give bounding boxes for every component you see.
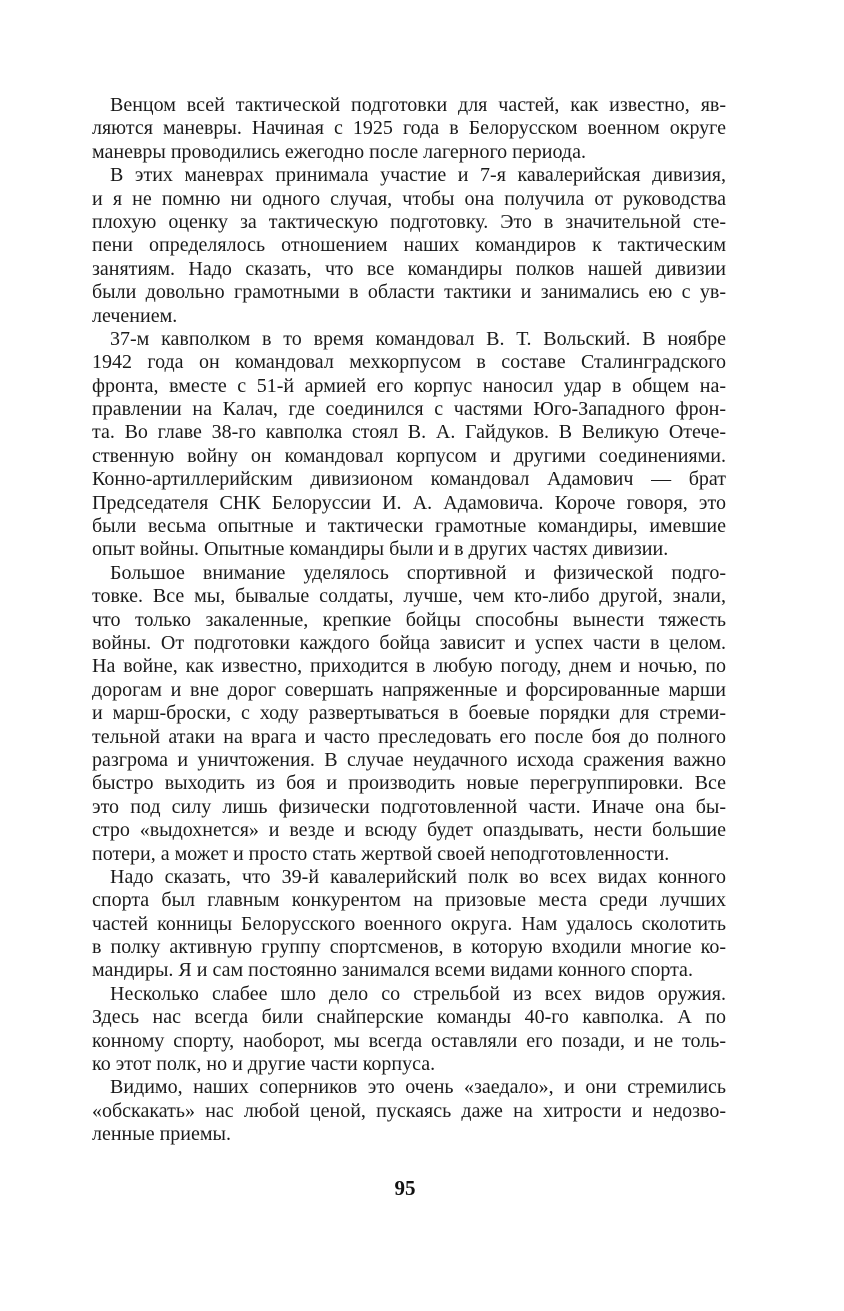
text-line-content: что только закаленные, крепкие бойцы способны вынести тяжесть [92, 608, 726, 631]
text-line [92, 959, 726, 982]
text-line-content: потери, а может и просто стать жертвой своей неподготовленности. [92, 842, 670, 865]
body-text [92, 94, 726, 1147]
text-line [92, 843, 726, 866]
text-line [92, 1053, 726, 1076]
text-line-content: Большое внимание уделялось спортивной и физической подго- [110, 561, 726, 584]
text-line [92, 188, 726, 211]
text-line-content: 37-м кавполком в то время командовал В. Т. Вольский. В ноябре [110, 327, 726, 350]
text-line-content: дорогам и вне дорог совершать напряженные и форсированные марши [92, 678, 726, 701]
text-line-content: Видимо, наших соперников это очень «заедало», и они стремились [110, 1076, 726, 1099]
page-number: 95 [394, 1176, 416, 1200]
text-line [92, 609, 726, 632]
text-line-content: тельной атаки на врага и часто преследовать его после боя до полного [92, 725, 726, 748]
text-line-content: товке. Все мы, бывалые солдаты, лучше, чем кто-либо другой, знали, [92, 585, 726, 608]
text-line-content: и марш-броски, с ходу развертываться в боевые порядки для стреми- [92, 702, 726, 725]
paragraph [92, 866, 726, 983]
paragraph [92, 94, 726, 164]
text-line-content: маневры проводились ежегодно после лагерного периода. [92, 140, 586, 163]
text-line [92, 398, 726, 421]
text-line [92, 468, 726, 491]
text-line [92, 305, 726, 328]
text-line-content: стро «выдохнется» и везде и всюду будет опаздывать, нести большие [92, 819, 726, 842]
text-line-content: плохую оценку за тактическую подготовку. Это в значительной сте- [92, 210, 726, 233]
text-line-content: были довольно грамотными в области тактики и занимались ею с ув- [92, 281, 726, 304]
text-line-content: На войне, как известно, приходится в любую погоду, днем и ночью, по [92, 655, 726, 678]
text-line-content: спорта был главным конкурентом на призовые места среди лучших [92, 889, 726, 912]
text-line [92, 234, 726, 257]
text-line [92, 141, 726, 164]
text-line [92, 538, 726, 561]
text-line-content: ко этот полк, но и другие части корпуса. [92, 1053, 436, 1076]
text-line [92, 258, 726, 281]
text-line-content: Венцом всей тактической подготовки для частей, как известно, яв- [110, 94, 726, 116]
text-line-content: и я не помню ни одного случая, чтобы она получила от руководства [92, 187, 726, 210]
text-line [92, 819, 726, 842]
text-line [92, 1076, 726, 1099]
text-line-content: были весьма опытные и тактически грамотные командиры, имевшие [92, 515, 726, 538]
text-line-content: лечением. [92, 304, 178, 327]
text-line [92, 749, 726, 772]
text-line [92, 632, 726, 655]
text-line [92, 726, 726, 749]
text-line-content: 1942 года он командовал мехкорпусом в составе Сталинградского [92, 351, 726, 374]
text-line-content: ственную войну он командовал корпусом и другими соединениями. [92, 444, 726, 467]
text-line [92, 445, 726, 468]
text-line-content: Председателя СНК Белоруссии И. А. Адамовича. Короче говоря, это [92, 491, 726, 514]
text-line-content: фронта, вместе с 51-й армией его корпус наносил удар в общем на- [92, 374, 726, 397]
text-line [92, 281, 726, 304]
text-line-content: пени определялось отношением наших командиров к тактическим [92, 234, 726, 257]
text-line-content: в полку активную группу спортсменов, в которую входили многие ко- [92, 936, 726, 959]
text-line [92, 328, 726, 351]
text-line-content: быстро выходить из боя и производить новые перегруппировки. Все [92, 772, 726, 795]
text-line-content: частей конницы Белорусского военного округа. Нам удалось сколотить [92, 912, 726, 935]
text-line [92, 1123, 726, 1146]
text-line [92, 679, 726, 702]
text-line [92, 889, 726, 912]
text-line [92, 983, 726, 1006]
text-line-content: Несколько слабее шло дело со стрельбой из всех видов оружия. [110, 982, 726, 1005]
text-line-content: конному спорту, наоборот, мы всегда оставляли его позади, и не толь- [92, 1029, 726, 1052]
text-line [92, 515, 726, 538]
text-line [92, 117, 726, 140]
text-line [92, 655, 726, 678]
text-line-content: ляются маневры. Начиная с 1925 года в Белорусском военном округе [92, 117, 726, 140]
text-line-content: занятиям. Надо сказать, что все командиры полков нашей дивизии [92, 257, 726, 280]
text-line [92, 702, 726, 725]
text-line-content: В этих маневрах принимала участие и 7-я кавалерийская дивизия, [110, 164, 726, 187]
text-line-content: опыт войны. Опытные командиры были и в других частях дивизии. [92, 538, 669, 561]
paragraph [92, 164, 726, 328]
text-line [92, 1006, 726, 1029]
text-line-content: Надо сказать, что 39-й кавалерийский полк во всех видах конного [110, 865, 726, 888]
text-line [92, 492, 726, 515]
text-line-content: та. Во главе 38-го кавполка стоял В. А. Гайдуков. В Великую Отече- [92, 421, 726, 444]
text-line-content: правлении на Калач, где соединился с частями Юго-Западного фрон- [92, 398, 726, 421]
paragraph [92, 562, 726, 866]
text-line-content: это под силу лишь физически подготовленной части. Иначе она бы- [92, 795, 726, 818]
text-line-content: разгрома и уничтожения. В случае неудачного исхода сражения важно [92, 748, 726, 771]
text-line-content: войны. От подготовки каждого бойца зависит и успех части в целом. [92, 631, 726, 654]
text-line-content: ленные приемы. [92, 1123, 231, 1146]
text-line-content: мандиры. Я и сам постоянно занимался всеми видами конного спорта. [92, 959, 693, 982]
text-line-content: Конно-артиллерийским дивизионом командовал Адамович — брат [92, 468, 726, 491]
text-line [92, 421, 726, 444]
text-line-content: Здесь нас всегда били снайперские команды 40-го кавполка. А по [92, 1006, 726, 1029]
paragraph [92, 1076, 726, 1146]
text-line [92, 211, 726, 234]
text-line [92, 94, 726, 117]
text-line [92, 351, 726, 374]
paragraph [92, 983, 726, 1077]
text-line [92, 772, 726, 795]
paragraph [92, 328, 726, 562]
text-line [92, 913, 726, 936]
text-line [92, 375, 726, 398]
text-line-content: «обскакать» нас любой ценой, пускаясь даже на хитрости и недозво- [92, 1099, 726, 1122]
text-line [92, 796, 726, 819]
text-line [92, 585, 726, 608]
text-line [92, 562, 726, 585]
text-line [92, 936, 726, 959]
text-line [92, 1030, 726, 1053]
text-line [92, 164, 726, 187]
text-line [92, 866, 726, 889]
text-line [92, 1100, 726, 1123]
